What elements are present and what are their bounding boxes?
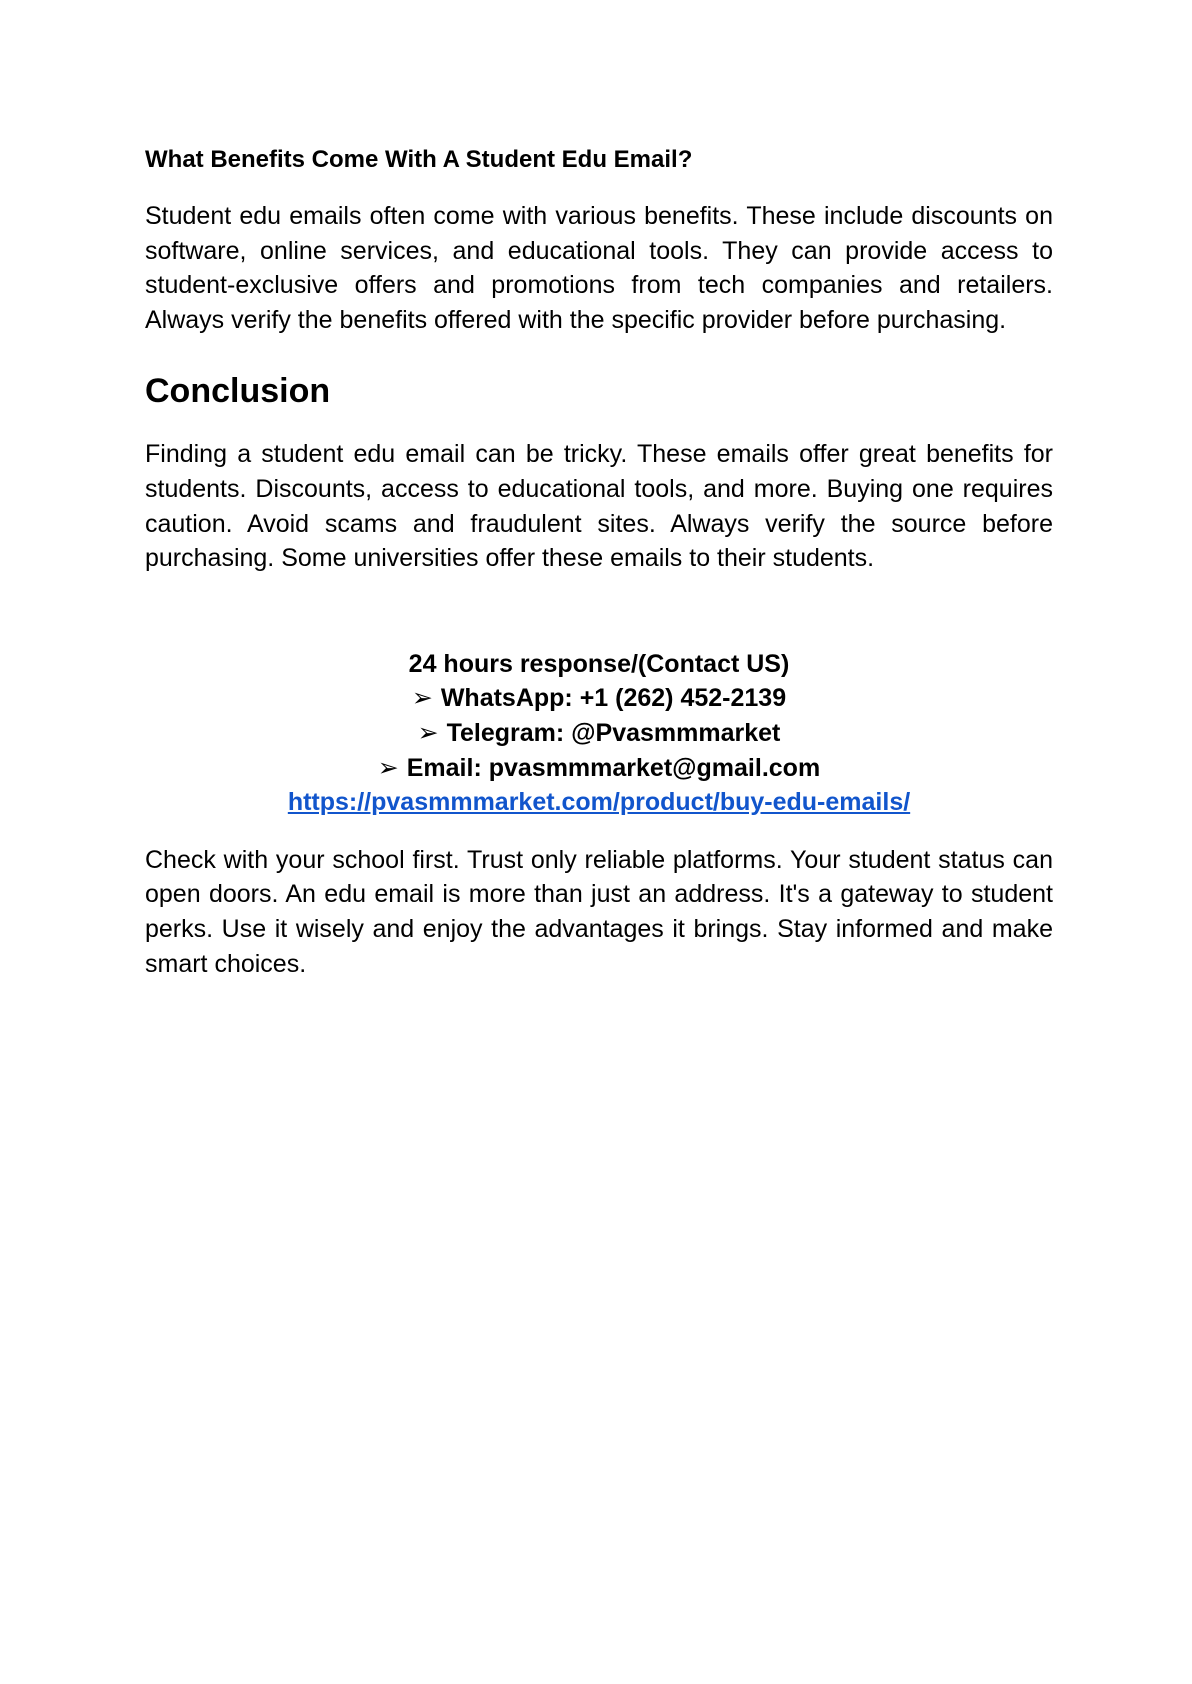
document-page bbox=[145, 143, 1053, 981]
contact-whatsapp bbox=[145, 681, 1053, 716]
contact-telegram bbox=[145, 716, 1053, 751]
contact-email bbox=[145, 751, 1053, 786]
contact-block bbox=[145, 647, 1053, 820]
conclusion-paragraph: Finding a student edu email can be tricky. These emails offer great benefits for students. Discounts, access to educational tools, and more. Buying one requires caution. Avoid scams and fraudulent sites. Always verify the source before purchasing. Some universities offer these emails to their students. bbox=[145, 440, 1053, 573]
arrow-icon: ➢ bbox=[417, 718, 439, 747]
whatsapp-text: WhatsApp: +1 (262) 452-2139 bbox=[440, 684, 787, 713]
benefits-heading: What Benefits Come With A Student Edu Email? bbox=[145, 146, 693, 173]
contact-title: 24 hours response/(Contact US) bbox=[408, 649, 790, 678]
conclusion-heading: Conclusion bbox=[145, 372, 331, 411]
closing-paragraph: Check with your school first. Trust only reliable platforms. Your student status can open doors. An edu email is more than just an address. It's a gateway to student perks. Use it wisely and enjoy the advantages it brings. Stay informed and make smart choices. bbox=[145, 845, 1053, 978]
telegram-text: Telegram: @Pvasmmmarket bbox=[446, 718, 781, 747]
product-link[interactable]: https://pvasmmmarket.com/product/buy-edu-emails/ bbox=[287, 788, 911, 817]
arrow-icon: ➢ bbox=[377, 753, 399, 782]
benefits-paragraph: Student edu emails often come with various benefits. These include discounts on software, online services, and educational tools. They can provide access to student-exclusive offers and promotions from tech companies and retailers. Always verify the benefits offered with the specific provider before purchasing. bbox=[145, 202, 1053, 334]
contact-link-line bbox=[145, 785, 1053, 820]
email-text: Email: pvasmmmarket@gmail.com bbox=[406, 753, 821, 782]
arrow-icon: ➢ bbox=[411, 684, 433, 713]
